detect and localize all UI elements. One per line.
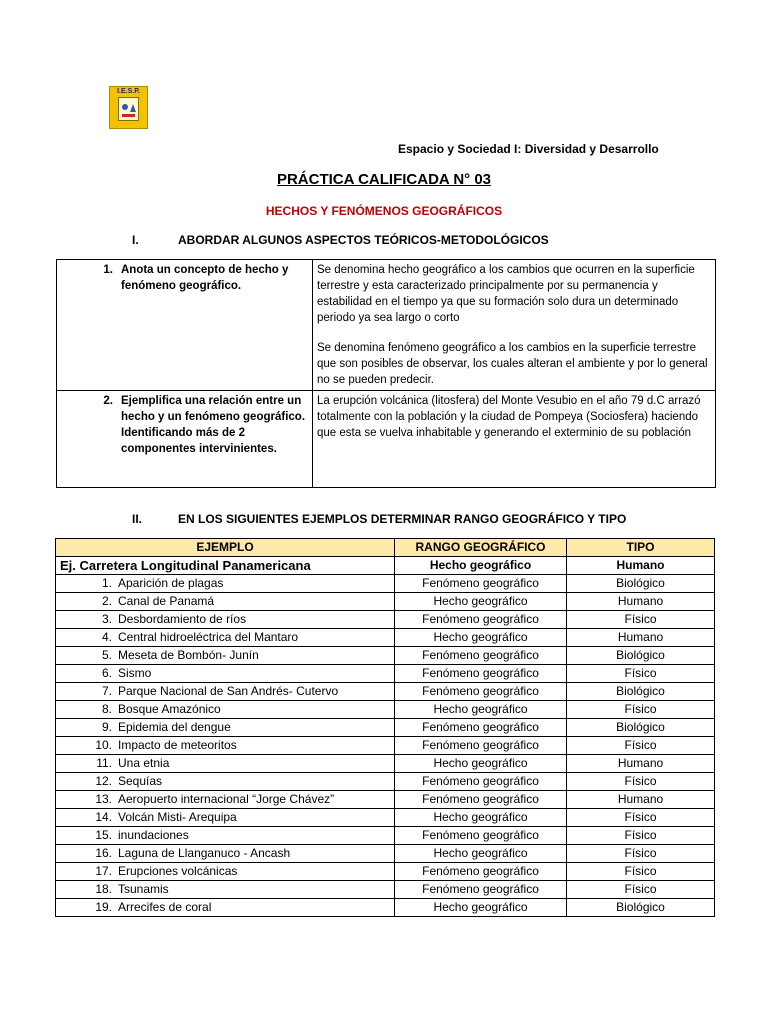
type-cell: Físico (567, 773, 715, 791)
type-cell: Físico (567, 809, 715, 827)
table-row (56, 611, 715, 629)
example-text: Tsunamis (118, 882, 169, 896)
example-row (56, 557, 715, 575)
table-row (56, 647, 715, 665)
range-cell: Hecho geográfico (395, 809, 567, 827)
example-text: Volcán Misti- Arequipa (118, 810, 237, 824)
table-row (56, 809, 715, 827)
range-cell: Fenómeno geográfico (395, 773, 567, 791)
type-cell: Biológico (567, 683, 715, 701)
table-row (56, 863, 715, 881)
row-number: 9. (101, 720, 112, 734)
row-number: 18. (95, 882, 112, 896)
type-cell: Biológico (567, 647, 715, 665)
institution-logo (109, 86, 148, 129)
course-subject: Espacio y Sociedad I: Diversidad y Desarrollo (398, 142, 659, 156)
example-text: Parque Nacional de San Andrés- Cutervo (118, 684, 339, 698)
col-header-range: RANGO GEOGRÁFICO (395, 539, 567, 557)
col-header-type: TIPO (567, 539, 715, 557)
row-number: 3. (101, 612, 112, 626)
example-text: inundaciones (118, 828, 189, 842)
range-cell: Fenómeno geográfico (395, 665, 567, 683)
row-number: 2. (101, 594, 112, 608)
example-cell (56, 809, 395, 827)
example-cell (56, 863, 395, 881)
example-text: Erupciones volcánicas (118, 864, 238, 878)
example-text: Central hidroeléctrica del Mantaro (118, 630, 299, 644)
example-text: Bosque Amazónico (118, 702, 221, 716)
type-cell: Biológico (567, 575, 715, 593)
table-row (56, 701, 715, 719)
range-cell: Fenómeno geográfico (395, 611, 567, 629)
type-cell: Físico (567, 863, 715, 881)
table-row (56, 575, 715, 593)
table-row (56, 665, 715, 683)
example-text: Meseta de Bombón- Junín (118, 648, 259, 662)
theory-row-1 (57, 260, 716, 391)
page-title-text: PRÁCTICA CALIFICADA N° 03 (276, 171, 492, 188)
range-cell: Fenómeno geográfico (395, 881, 567, 899)
example-text: Desbordamiento de ríos (118, 612, 247, 626)
theory-row-2 (57, 391, 716, 488)
type-cell: Humano (567, 593, 715, 611)
question-2-cell (57, 391, 313, 488)
type-cell: Físico (567, 611, 715, 629)
example-text: Sequías (118, 774, 163, 788)
example-text: Aeropuerto internacional “Jorge Chávez” (118, 792, 335, 806)
range-cell: Hecho geográfico (395, 899, 567, 917)
examples-table (55, 538, 715, 917)
example-cell (56, 737, 395, 755)
table-row (56, 593, 715, 611)
row-number: 12. (95, 774, 112, 788)
example-cell (56, 899, 395, 917)
question-2-text: Ejemplifica una relación entre un hecho y un fenómeno geográfico. Identificando más de 2 componentes intervinientes. (121, 395, 306, 455)
row-number: 14. (95, 810, 112, 824)
range-cell: Fenómeno geográfico (395, 683, 567, 701)
row-number: 13. (95, 792, 112, 806)
example-text: Impacto de meteoritos (118, 738, 237, 752)
example-cell: Ej. Carretera Longitudinal Panamericana (56, 557, 395, 575)
theory-table (56, 259, 716, 488)
example-cell (56, 611, 395, 629)
page-subtitle: HECHOS Y FENÓMENOS GEOGRÁFICOS (265, 204, 503, 218)
example-cell (56, 755, 395, 773)
range-cell: Fenómeno geográfico (395, 719, 567, 737)
question-1-cell (57, 260, 313, 391)
range-cell: Hecho geográfico (395, 755, 567, 773)
section-2-number: II. (132, 512, 143, 526)
table-row (56, 755, 715, 773)
example-cell (56, 629, 395, 647)
type-cell: Humano (567, 755, 715, 773)
row-number: 8. (101, 702, 112, 716)
range-cell: Fenómeno geográfico (395, 647, 567, 665)
type-cell: Físico (567, 827, 715, 845)
table-row (56, 899, 715, 917)
section-1-number: I. (132, 233, 139, 247)
row-number: 11. (96, 756, 112, 770)
range-cell: Hecho geográfico (395, 593, 567, 611)
example-cell (56, 665, 395, 683)
range-cell: Fenómeno geográfico (395, 575, 567, 593)
example-cell (56, 647, 395, 665)
example-text: Una etnia (118, 756, 170, 770)
example-text: Sismo (118, 666, 152, 680)
row-number: 10. (95, 738, 112, 752)
answer-1-paragraph-2: Se denomina fenómeno geográfico a los cambios en la superficie terrestre que son posibles de observar, los cuales alteran el ambiente y por lo general no se pueden predecir. (317, 342, 708, 386)
example-text: Laguna de Llanganuco - Ancash (118, 846, 291, 860)
row-number: 16. (95, 846, 112, 860)
example-cell (56, 575, 395, 593)
range-cell: Hecho geográfico (395, 845, 567, 863)
type-cell: Humano (567, 557, 715, 575)
table-row (56, 845, 715, 863)
section-2-title: EN LOS SIGUIENTES EJEMPLOS DETERMINAR RANGO GEOGRÁFICO Y TIPO (178, 512, 627, 526)
type-cell: Físico (567, 737, 715, 755)
table-row (56, 683, 715, 701)
example-cell (56, 593, 395, 611)
answer-1-cell (313, 260, 716, 391)
example-cell (56, 701, 395, 719)
range-cell: Fenómeno geográfico (395, 827, 567, 845)
col-header-example: EJEMPLO (56, 539, 395, 557)
range-cell: Hecho geográfico (395, 701, 567, 719)
row-number: 1. (101, 576, 112, 590)
example-cell (56, 845, 395, 863)
row-number: 7. (101, 684, 112, 698)
type-cell: Biológico (567, 899, 715, 917)
examples-header-row (56, 539, 715, 557)
section-1-title: ABORDAR ALGUNOS ASPECTOS TEÓRICOS-METODOLÓGICOS (178, 233, 549, 247)
example-cell (56, 683, 395, 701)
example-cell (56, 791, 395, 809)
example-cell (56, 719, 395, 737)
answer-2-text: La erupción volcánica (litosfera) del Monte Vesubio en el año 79 d.C arrazó totalmente con la población y la ciudad de Pompeya (Sociosfera) haciendo que esta se vuelva inhabitable y generando el exterminio de su población (317, 395, 701, 439)
range-cell: Hecho geográfico (395, 557, 567, 575)
row-number: 5. (101, 648, 112, 662)
table-row (56, 719, 715, 737)
range-cell: Fenómeno geográfico (395, 791, 567, 809)
row-number: 15. (95, 828, 112, 842)
type-cell: Físico (567, 701, 715, 719)
example-text: Canal de Panamá (118, 594, 215, 608)
logo-emblem-icon (118, 97, 139, 121)
table-row (56, 827, 715, 845)
question-1-text: Anota un concepto de hecho y fenómeno geográfico. (121, 264, 289, 292)
range-cell: Fenómeno geográfico (395, 863, 567, 881)
example-text: Epidemia del dengue (118, 720, 231, 734)
row-number: 19. (95, 900, 112, 914)
table-row (56, 629, 715, 647)
example-text: Arrecifes de coral (118, 900, 212, 914)
row-number: 6. (101, 666, 112, 680)
table-row (56, 737, 715, 755)
range-cell: Hecho geográfico (395, 629, 567, 647)
example-text: Aparición de plagas (118, 576, 224, 590)
answer-2-cell (313, 391, 716, 488)
type-cell: Humano (567, 791, 715, 809)
range-cell: Fenómeno geográfico (395, 737, 567, 755)
question-1-number: 1. (103, 264, 113, 276)
table-row (56, 881, 715, 899)
page-title (0, 171, 768, 188)
type-cell: Físico (567, 665, 715, 683)
logo-text: I.E.S.P. (117, 88, 140, 95)
type-cell: Humano (567, 629, 715, 647)
type-cell: Físico (567, 845, 715, 863)
example-cell (56, 773, 395, 791)
answer-1-paragraph-1: Se denomina hecho geográfico a los cambios que ocurren en la superficie terrestre y esta caracterizado principalmente por su permanencia y estabilidad en el tiempo ya que su formación solo dura un determinado periodo ya sea largo o corto (317, 264, 695, 324)
type-cell: Biológico (567, 719, 715, 737)
table-row (56, 773, 715, 791)
example-cell (56, 881, 395, 899)
row-number: 4. (101, 630, 112, 644)
table-row (56, 791, 715, 809)
question-2-number: 2. (103, 395, 113, 407)
row-number: 17. (95, 864, 112, 878)
example-cell (56, 827, 395, 845)
type-cell: Físico (567, 881, 715, 899)
